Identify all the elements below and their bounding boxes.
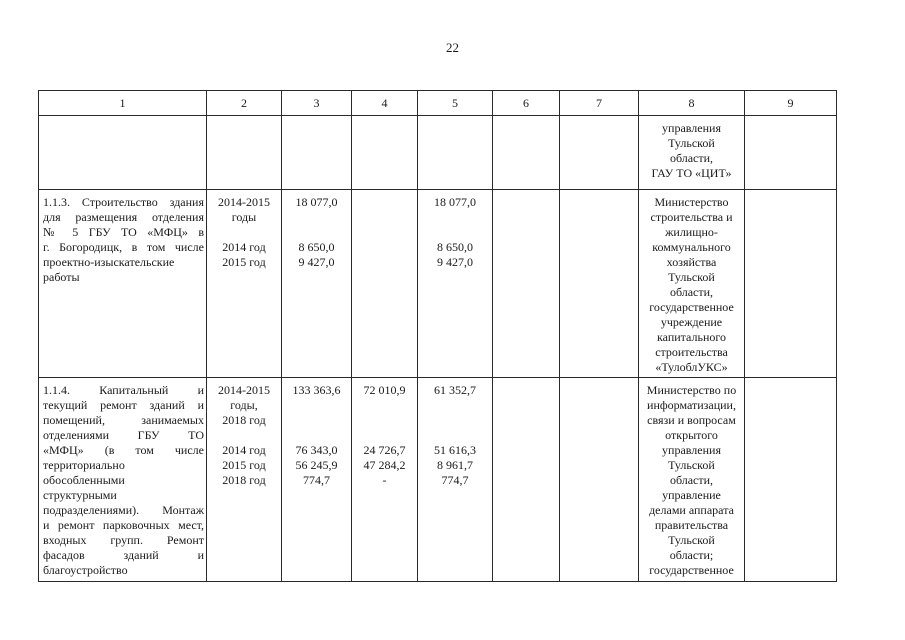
cell-line [282,210,351,225]
cell-line: и ремонт парковочных мест, [43,518,204,532]
cell-line: г. Богородицк, в том числе [43,240,204,254]
cell-line: учреждение [660,315,723,329]
row-regional-budget-cell [352,190,418,378]
row-regional-budget-cell [352,378,418,582]
cell-line: помещений, занимаемых [43,413,204,427]
header-row [39,91,837,116]
cell-line: 774,7 [441,473,469,487]
cell-line: 2015 год [222,458,266,472]
cell-line: подразделениями). Монтаж [43,503,204,517]
cell-line: 2018 год [222,413,266,427]
cell-line: области, [669,285,714,299]
cell-line [282,413,351,428]
header-cell: 2 [207,91,282,116]
row-col7-cell [560,116,639,190]
cell-line: проектно-изыскательские [43,255,175,269]
cell-line: правительства [654,518,729,532]
header-cell: 8 [639,91,745,116]
page-number: 22 [446,40,459,55]
cell-line: строительства [655,345,728,359]
row-federal-budget-cell [418,116,493,190]
cell-line: 1.1.3. Строительство здания [43,195,204,209]
cell-line: Тульской [668,458,715,472]
row-total-cell [282,378,352,582]
row-federal-budget-cell [418,378,493,582]
cell-line: фасадов зданий и [43,548,204,562]
table-row [39,116,837,190]
cell-line: управление [662,488,721,502]
row-period-cell [207,378,282,582]
cell-line: информатизации, [647,398,736,412]
cell-line: 2014-2015 [218,195,270,209]
cell-line: области; [669,548,714,562]
cell-line: Тульской [668,136,715,150]
cell-line: территориально [43,458,125,472]
cell-line: годы, [230,398,258,412]
row-executor-cell [639,190,745,378]
cell-line: 51 616,3 [434,443,476,457]
cell-line [282,398,351,413]
cell-line: жилищно- [665,225,718,239]
header-cell: 9 [745,91,837,116]
row-col9-cell [745,190,837,378]
cell-line: государственное [649,563,734,577]
cell-line [282,225,351,240]
cell-line [282,428,351,443]
cell-line: капитального [657,330,726,344]
cell-line: 9 427,0 [298,255,335,269]
cell-line: области, [669,473,714,487]
cell-line: 24 726,7 [363,443,406,457]
row-period-cell [207,190,282,378]
cell-line: 2018 год [222,473,266,487]
cell-line: ГАУ ТО «ЦИТ» [651,166,732,180]
cell-line [352,413,417,428]
cell-line: работы [43,270,80,284]
cell-line: управления [662,443,721,457]
cell-line: годы [231,210,257,224]
cell-line: 774,7 [303,473,330,487]
cell-line: 2015 год [222,255,266,269]
row-federal-budget-cell [418,190,493,378]
cell-line: структурными [43,488,117,502]
cell-line: благоустройство [43,563,128,577]
cell-line: 133 363,6 [292,383,341,397]
cell-line [418,398,492,413]
header-cell: 5 [418,91,493,116]
cell-line: управления [662,121,721,135]
row-executor-cell [639,116,745,190]
table-row [39,190,837,378]
cell-line: Министерство [654,195,729,209]
row-col6-cell [493,378,560,582]
cell-line: строительства и [650,210,733,224]
cell-line: 9 427,0 [437,255,473,269]
cell-line [418,225,492,240]
cell-line: 8 650,0 [298,240,335,254]
cell-line [352,428,417,443]
header-cell: 3 [282,91,352,116]
row-col9-cell [745,116,837,190]
cell-line: 47 284,2 [363,458,406,472]
cell-line: области, [669,151,714,165]
row-regional-budget-cell [352,116,418,190]
cell-line: для размещения отделения [43,210,204,224]
cell-line: государственное [649,300,734,314]
cell-line: 18 077,0 [434,195,476,209]
cell-line: 2014-2015 [218,383,270,397]
cell-line: хозяйства [666,255,717,269]
cell-line: коммунального [652,240,731,254]
header-cell: 7 [560,91,639,116]
cell-line: 1.1.4. Капитальный и [43,383,204,397]
header-cell: 1 [39,91,207,116]
cell-line [207,428,281,443]
cell-line: связи и вопросам [647,413,736,427]
cell-line: «МФЦ» (в том числе [43,443,204,457]
cell-line: открытого [665,428,718,442]
row-total-cell [282,190,352,378]
cell-line [352,398,417,413]
row-col6-cell [493,116,560,190]
cell-line: делами аппарата [649,503,734,517]
row-col7-cell [560,190,639,378]
row-description-cell [39,116,207,190]
cell-line: 76 343,0 [295,443,338,457]
cell-line: 8 650,0 [437,240,473,254]
cell-line: «ТулоблУКС» [655,360,728,374]
row-period-cell [207,116,282,190]
cell-line: 61 352,7 [434,383,476,397]
cell-line: 2014 год [222,443,266,457]
cell-line: № 5 ГБУ ТО «МФЦ» в [43,225,204,239]
row-description-cell [39,190,207,378]
header-cell: 6 [493,91,560,116]
cell-line: текущий ремонт зданий и [43,398,204,412]
row-col9-cell [745,378,837,582]
cell-line: обособленными [43,473,125,487]
cell-line [418,210,492,225]
row-total-cell [282,116,352,190]
cell-line: Тульской [668,533,715,547]
cell-line: 18 077,0 [295,195,338,209]
cell-line: 2014 год [222,240,266,254]
cell-line [207,225,281,240]
row-col7-cell [560,378,639,582]
cell-line: 8 961,7 [437,458,473,472]
header-cell: 4 [352,91,418,116]
table-row [39,378,837,582]
cell-line: входных групп. Ремонт [43,533,204,547]
cell-line: отделениями ГБУ ТО [43,428,204,442]
cell-line: Министерство по [646,383,737,397]
cell-line: - [382,473,387,487]
row-col6-cell [493,190,560,378]
budget-table [38,90,837,582]
row-executor-cell [639,378,745,582]
cell-line [418,413,492,428]
cell-line [418,428,492,443]
row-description-cell [39,378,207,582]
cell-line: 56 245,9 [295,458,338,472]
cell-line: Тульской [668,270,715,284]
cell-line: 72 010,9 [363,383,406,397]
